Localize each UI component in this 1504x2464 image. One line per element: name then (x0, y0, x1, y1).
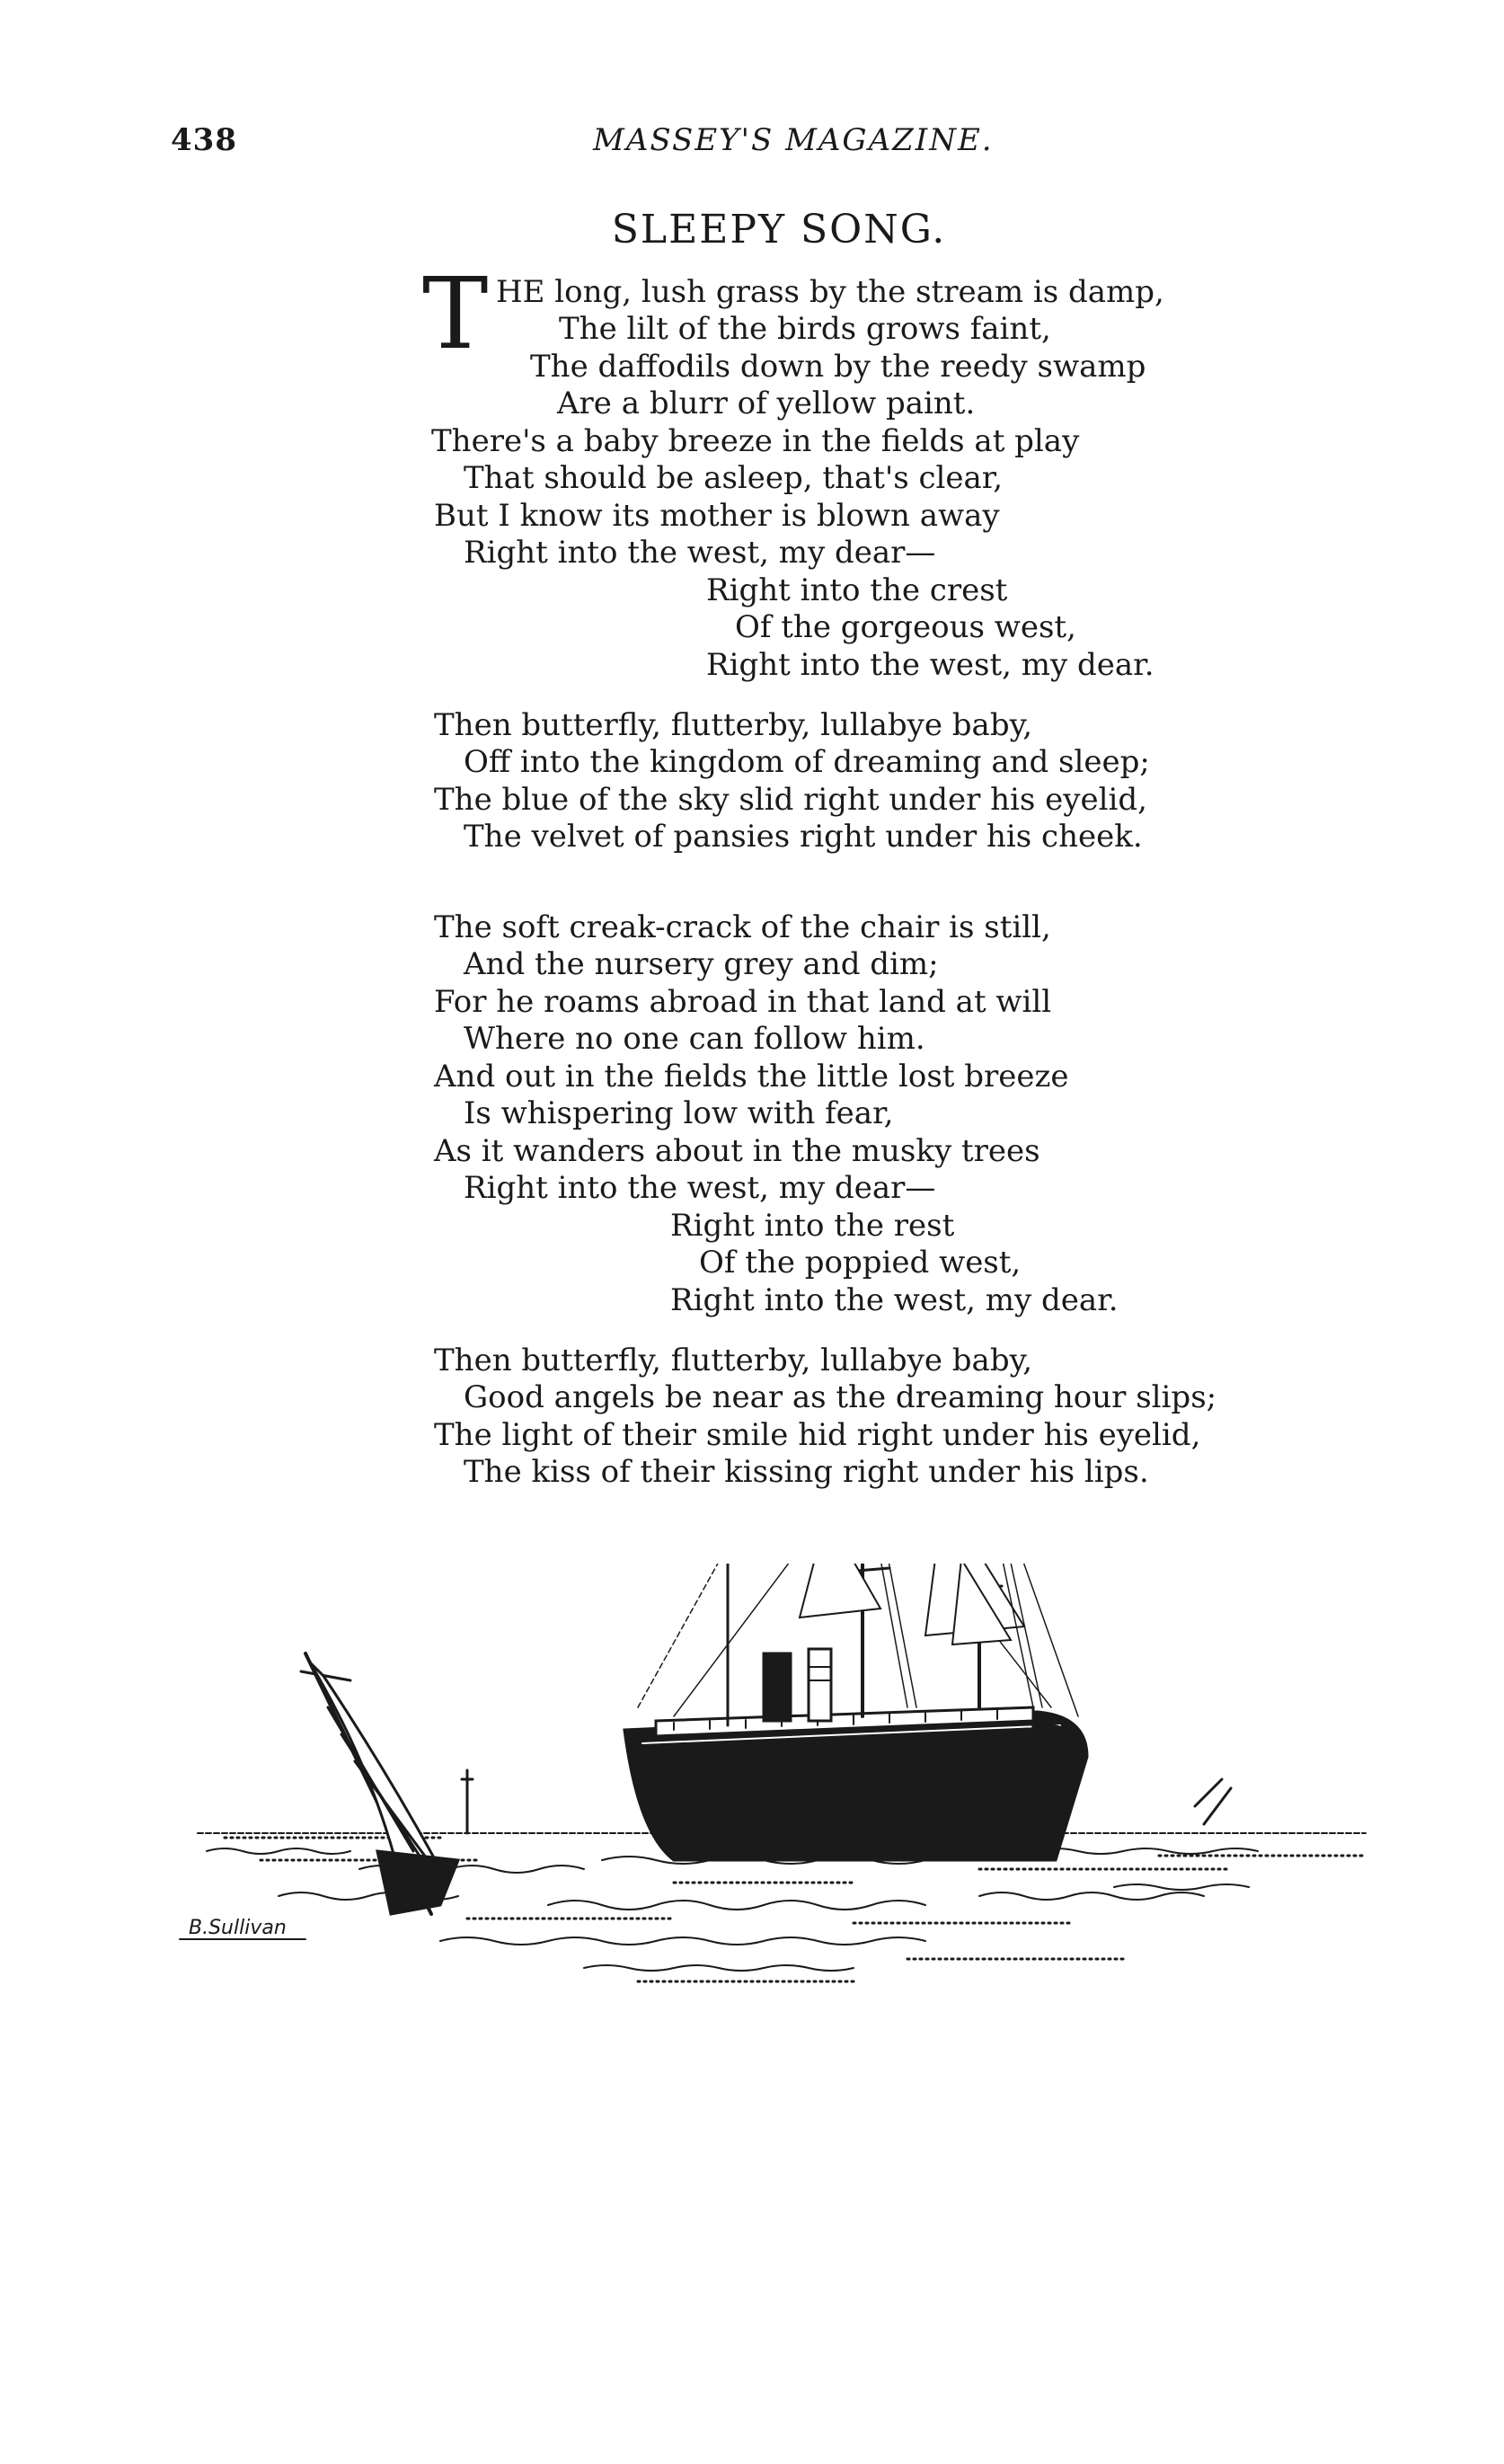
small-boat (1195, 1779, 1231, 1824)
poem-line: Right into the west, my dear. (706, 647, 1155, 683)
ship-illustration (171, 1564, 1384, 2085)
poem-line: The daffodils down by the reedy swamp (530, 349, 1146, 385)
artist-signature: B.Sullivan (189, 1917, 287, 1939)
poem-line: Then butterfly, flutterby, lullabye baby, (434, 1343, 1033, 1378)
sailboat (301, 1653, 458, 1914)
poem-line: The velvet of pansies right under his cheek. (464, 819, 1143, 855)
poem-line: For he roams abroad in that land at will (434, 984, 1052, 1020)
poem-line: Right into the rest (670, 1208, 955, 1244)
poem-line: But I know its mother is blown away (434, 498, 1000, 534)
poem-line: The light of their smile hid right under his eyelid, (434, 1417, 1201, 1453)
poem-line: Are a blurr of yellow paint. (557, 386, 976, 421)
poem-line: The kiss of their kissing right under his lips. (464, 1454, 1149, 1490)
poem-title: SLEEPY SONG. (611, 207, 947, 253)
poem-line: The lilt of the birds grows faint, (559, 311, 1051, 347)
poem-line: Of the gorgeous west, (735, 609, 1076, 645)
poem-line: Right into the west, my dear— (464, 535, 936, 571)
poem-line: The soft creak-crack of the chair is still, (434, 909, 1051, 945)
poem-line: Then butterfly, flutterby, lullabye baby, (434, 707, 1033, 743)
poem-line: And out in the fields the little lost breeze (434, 1059, 1069, 1095)
poem-line: HE long, lush grass by the stream is damp, (496, 274, 1164, 310)
poem-line: Is whispering low with fear, (464, 1095, 894, 1131)
poem-line: And the nursery grey and dim; (464, 946, 939, 982)
sea-waves (207, 1848, 1258, 1971)
buoy (462, 1770, 473, 1833)
poem-line: Right into the west, my dear— (464, 1170, 936, 1206)
steamship (624, 1564, 1087, 1860)
poem-line: There's a baby breeze in the fields at play (431, 423, 1080, 459)
poem-line: Of the poppied west, (699, 1245, 1022, 1281)
drop-cap: T (422, 256, 489, 371)
poem-line: Right into the west, my dear. (670, 1282, 1119, 1318)
poem-line: Right into the crest (706, 572, 1008, 608)
poem-line: Where no one can follow him. (464, 1021, 925, 1057)
poem-line: The blue of the sky slid right under his eyelid, (434, 782, 1147, 818)
page-header (0, 119, 1504, 173)
poem-line: Good angels be near as the dreaming hour slips; (464, 1379, 1217, 1415)
poem-line: Off into the kingdom of dreaming and sleep; (464, 744, 1150, 780)
poem-line: That should be asleep, that's clear, (464, 460, 1004, 496)
page-number: 438 (171, 122, 237, 158)
running-head: MASSEY'S MAGAZINE. (593, 122, 994, 158)
poem-line: As it wanders about in the musky trees (434, 1133, 1040, 1169)
